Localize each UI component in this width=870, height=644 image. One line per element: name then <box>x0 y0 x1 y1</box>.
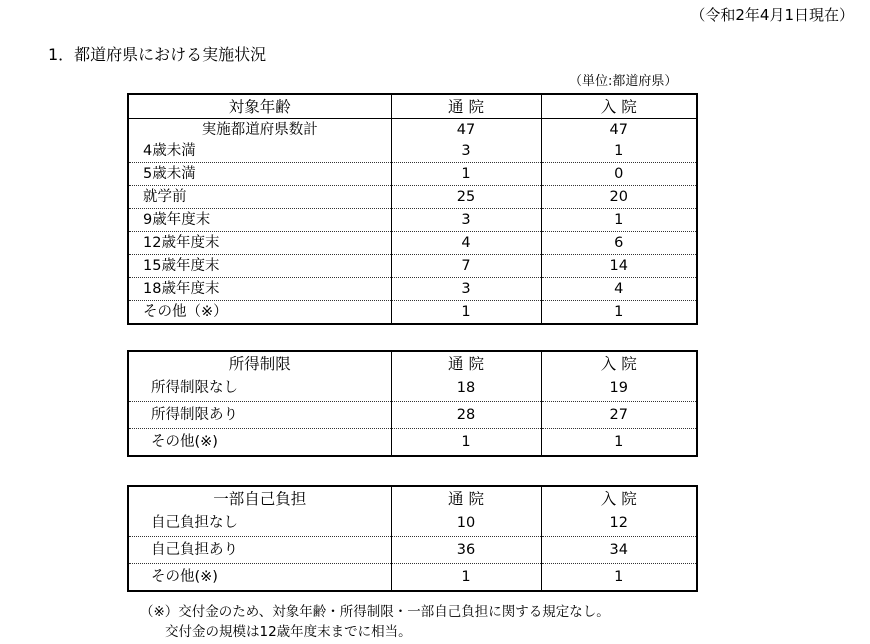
outpatient-value: 1 <box>391 564 541 592</box>
table-row <box>128 232 697 255</box>
header-cell: 通 院 <box>391 351 541 375</box>
row-label: その他(※) <box>128 564 391 592</box>
table-header-row <box>128 94 697 119</box>
table-header-row <box>128 486 697 510</box>
table-row <box>128 564 697 592</box>
row-label: 自己負担あり <box>128 537 391 564</box>
outpatient-value: 1 <box>391 163 541 186</box>
outpatient-value: 36 <box>391 537 541 564</box>
outpatient-value: 10 <box>391 510 541 537</box>
table-row <box>128 301 697 325</box>
inpatient-value: 34 <box>541 537 697 564</box>
header-cell: 通 院 <box>391 94 541 119</box>
outpatient-value: 3 <box>391 278 541 301</box>
row-label: 9歳年度末 <box>128 209 391 232</box>
outpatient-value: 25 <box>391 186 541 209</box>
row-label: 自己負担なし <box>128 510 391 537</box>
header-cell: 入 院 <box>541 94 697 119</box>
footnote: （※）交付金のため、対象年齢・所得制限・一部自己負担に関する規定なし。 <box>140 604 610 620</box>
row-label: 12歳年度末 <box>128 232 391 255</box>
row-label: その他(※) <box>128 429 391 457</box>
outpatient-value: 3 <box>391 140 541 163</box>
table-row <box>128 510 697 537</box>
table-row <box>128 278 697 301</box>
table-row <box>128 209 697 232</box>
copay-table <box>127 485 698 592</box>
table-row <box>128 375 697 402</box>
inpatient-value: 0 <box>541 163 697 186</box>
inpatient-value: 14 <box>541 255 697 278</box>
table-row <box>128 255 697 278</box>
outpatient-value: 18 <box>391 375 541 402</box>
age-table <box>127 93 698 325</box>
table-row <box>128 429 697 457</box>
unit-note: （単位:都道府県） <box>569 74 678 89</box>
outpatient-value: 47 <box>391 119 541 141</box>
row-label: 実施都道府県数計 <box>128 119 391 141</box>
table-row <box>128 186 697 209</box>
table-row <box>128 163 697 186</box>
inpatient-value: 19 <box>541 375 697 402</box>
inpatient-value: 20 <box>541 186 697 209</box>
header-cell: 入 院 <box>541 351 697 375</box>
table-row <box>128 140 697 163</box>
row-label: 18歳年度末 <box>128 278 391 301</box>
date-note: （令和2年4月1日現在） <box>690 6 854 24</box>
inpatient-value: 1 <box>541 564 697 592</box>
row-label: 4歳未満 <box>128 140 391 163</box>
table-row <box>128 402 697 429</box>
total-row <box>128 119 697 141</box>
header-cell: 一部自己負担 <box>128 486 391 510</box>
row-label: 所得制限なし <box>128 375 391 402</box>
header-cell: 通 院 <box>391 486 541 510</box>
outpatient-value: 1 <box>391 301 541 325</box>
income-table <box>127 350 698 457</box>
row-label: その他（※） <box>128 301 391 325</box>
header-cell: 所得制限 <box>128 351 391 375</box>
outpatient-value: 1 <box>391 429 541 457</box>
section-title: 1．都道府県における実施状況 <box>48 45 267 64</box>
outpatient-value: 7 <box>391 255 541 278</box>
outpatient-value: 3 <box>391 209 541 232</box>
row-label: 就学前 <box>128 186 391 209</box>
header-cell: 対象年齢 <box>128 94 391 119</box>
inpatient-value: 1 <box>541 140 697 163</box>
row-label: 所得制限あり <box>128 402 391 429</box>
outpatient-value: 4 <box>391 232 541 255</box>
inpatient-value: 4 <box>541 278 697 301</box>
row-label: 5歳未満 <box>128 163 391 186</box>
inpatient-value: 6 <box>541 232 697 255</box>
inpatient-value: 27 <box>541 402 697 429</box>
table-header-row <box>128 351 697 375</box>
header-cell: 入 院 <box>541 486 697 510</box>
inpatient-value: 12 <box>541 510 697 537</box>
inpatient-value: 1 <box>541 301 697 325</box>
outpatient-value: 28 <box>391 402 541 429</box>
inpatient-value: 1 <box>541 429 697 457</box>
row-label: 15歳年度末 <box>128 255 391 278</box>
table-row <box>128 537 697 564</box>
inpatient-value: 47 <box>541 119 697 141</box>
footnote: 交付金の規模は12歳年度末までに相当。 <box>165 624 412 640</box>
inpatient-value: 1 <box>541 209 697 232</box>
